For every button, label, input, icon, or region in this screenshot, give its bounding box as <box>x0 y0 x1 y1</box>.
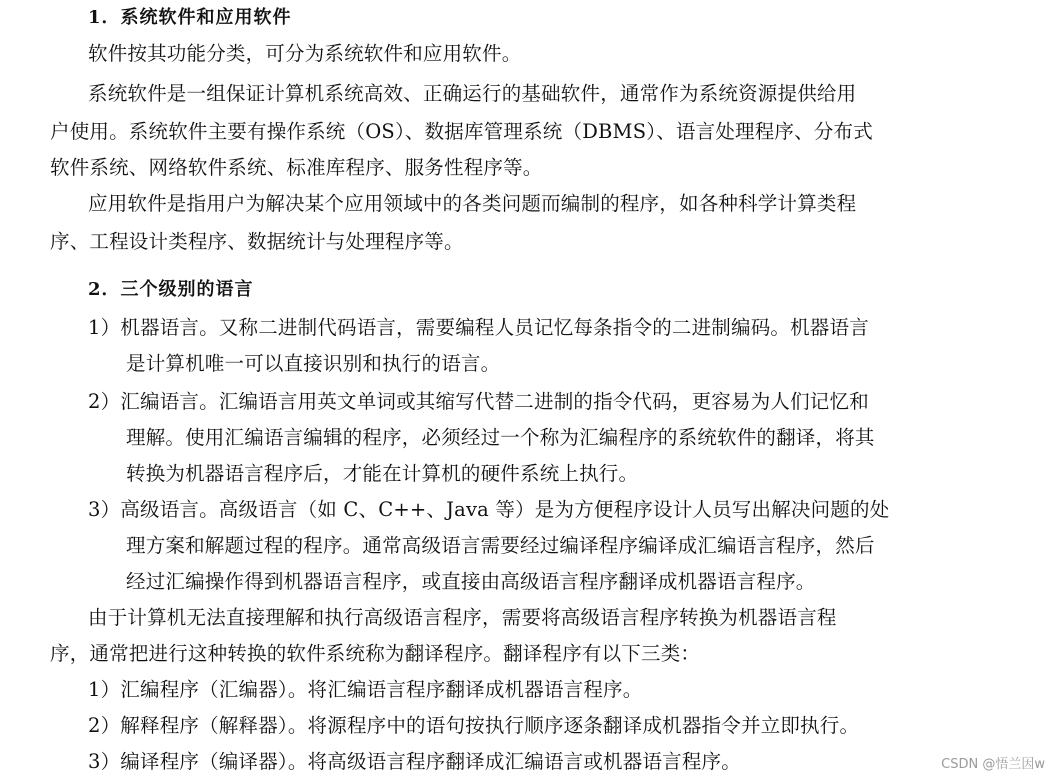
list-item-line: 经过汇编操作得到机器语言程序，或直接由高级语言程序翻译成机器语言程序。 <box>126 570 816 593</box>
csdn-watermark: CSDN @悟兰因w <box>941 757 1045 772</box>
paragraph-line: 应用软件是指用户为解决某个应用领域中的各类问题而编制的程序，如各种科学计算类程 <box>88 192 857 215</box>
section2-heading: 2．三个级别的语言 <box>88 279 254 300</box>
paragraph-line: 软件按其功能分类，可分为系统软件和应用软件。 <box>88 42 522 65</box>
list-item-line: 3）高级语言。高级语言（如 C、C++、Java 等）是为方便程序设计人员写出解决问题的处 <box>88 498 890 521</box>
paragraph-line: 序，通常把进行这种转换的软件系统称为翻译程序。翻译程序有以下三类： <box>50 642 701 665</box>
paragraph-line: 户使用。系统软件主要有操作系统（OS）、数据库管理系统（DBMS）、语言处理程序、分布式 <box>50 120 873 143</box>
paragraph-line: 序、工程设计类程序、数据统计与处理程序等。 <box>50 230 464 253</box>
paragraph-line: 由于计算机无法直接理解和执行高级语言程序，需要将高级语言程序转换为机器语言程 <box>88 606 837 629</box>
list-item-line: 2）解释程序（解释器）。将源程序中的语句按执行顺序逐条翻译成机器指令并立即执行。 <box>88 714 860 737</box>
list-item-line: 1）机器语言。又称二进制代码语言，需要编程人员记忆每条指令的二进制编码。机器语言 <box>88 316 869 339</box>
list-item-line: 是计算机唯一可以直接识别和执行的语言。 <box>126 352 501 375</box>
list-item-line: 1）汇编程序（汇编器）。将汇编语言程序翻译成机器语言程序。 <box>88 678 643 701</box>
list-item-line: 3）编译程序（编译器）。将高级语言程序翻译成汇编语言或机器语言程序。 <box>88 750 741 773</box>
list-item-line: 转换为机器语言程序后，才能在计算机的硬件系统上执行。 <box>126 462 639 485</box>
section1-heading: 1．系统软件和应用软件 <box>88 7 292 28</box>
paragraph-line: 系统软件是一组保证计算机系统高效、正确运行的基础软件，通常作为系统资源提供给用 <box>88 82 857 105</box>
list-item-line: 2）汇编语言。汇编语言用英文单词或其缩写代替二进制的指令代码，更容易为人们记忆和 <box>88 390 869 413</box>
list-item-line: 理解。使用汇编语言编辑的程序，必须经过一个称为汇编程序的系统软件的翻译，将其 <box>126 426 875 449</box>
list-item-line: 理方案和解题过程的程序。通常高级语言需要经过编译程序编译成汇编语言程序，然后 <box>126 534 875 557</box>
paragraph-line: 软件系统、网络软件系统、标准库程序、服务性程序等。 <box>50 156 543 179</box>
